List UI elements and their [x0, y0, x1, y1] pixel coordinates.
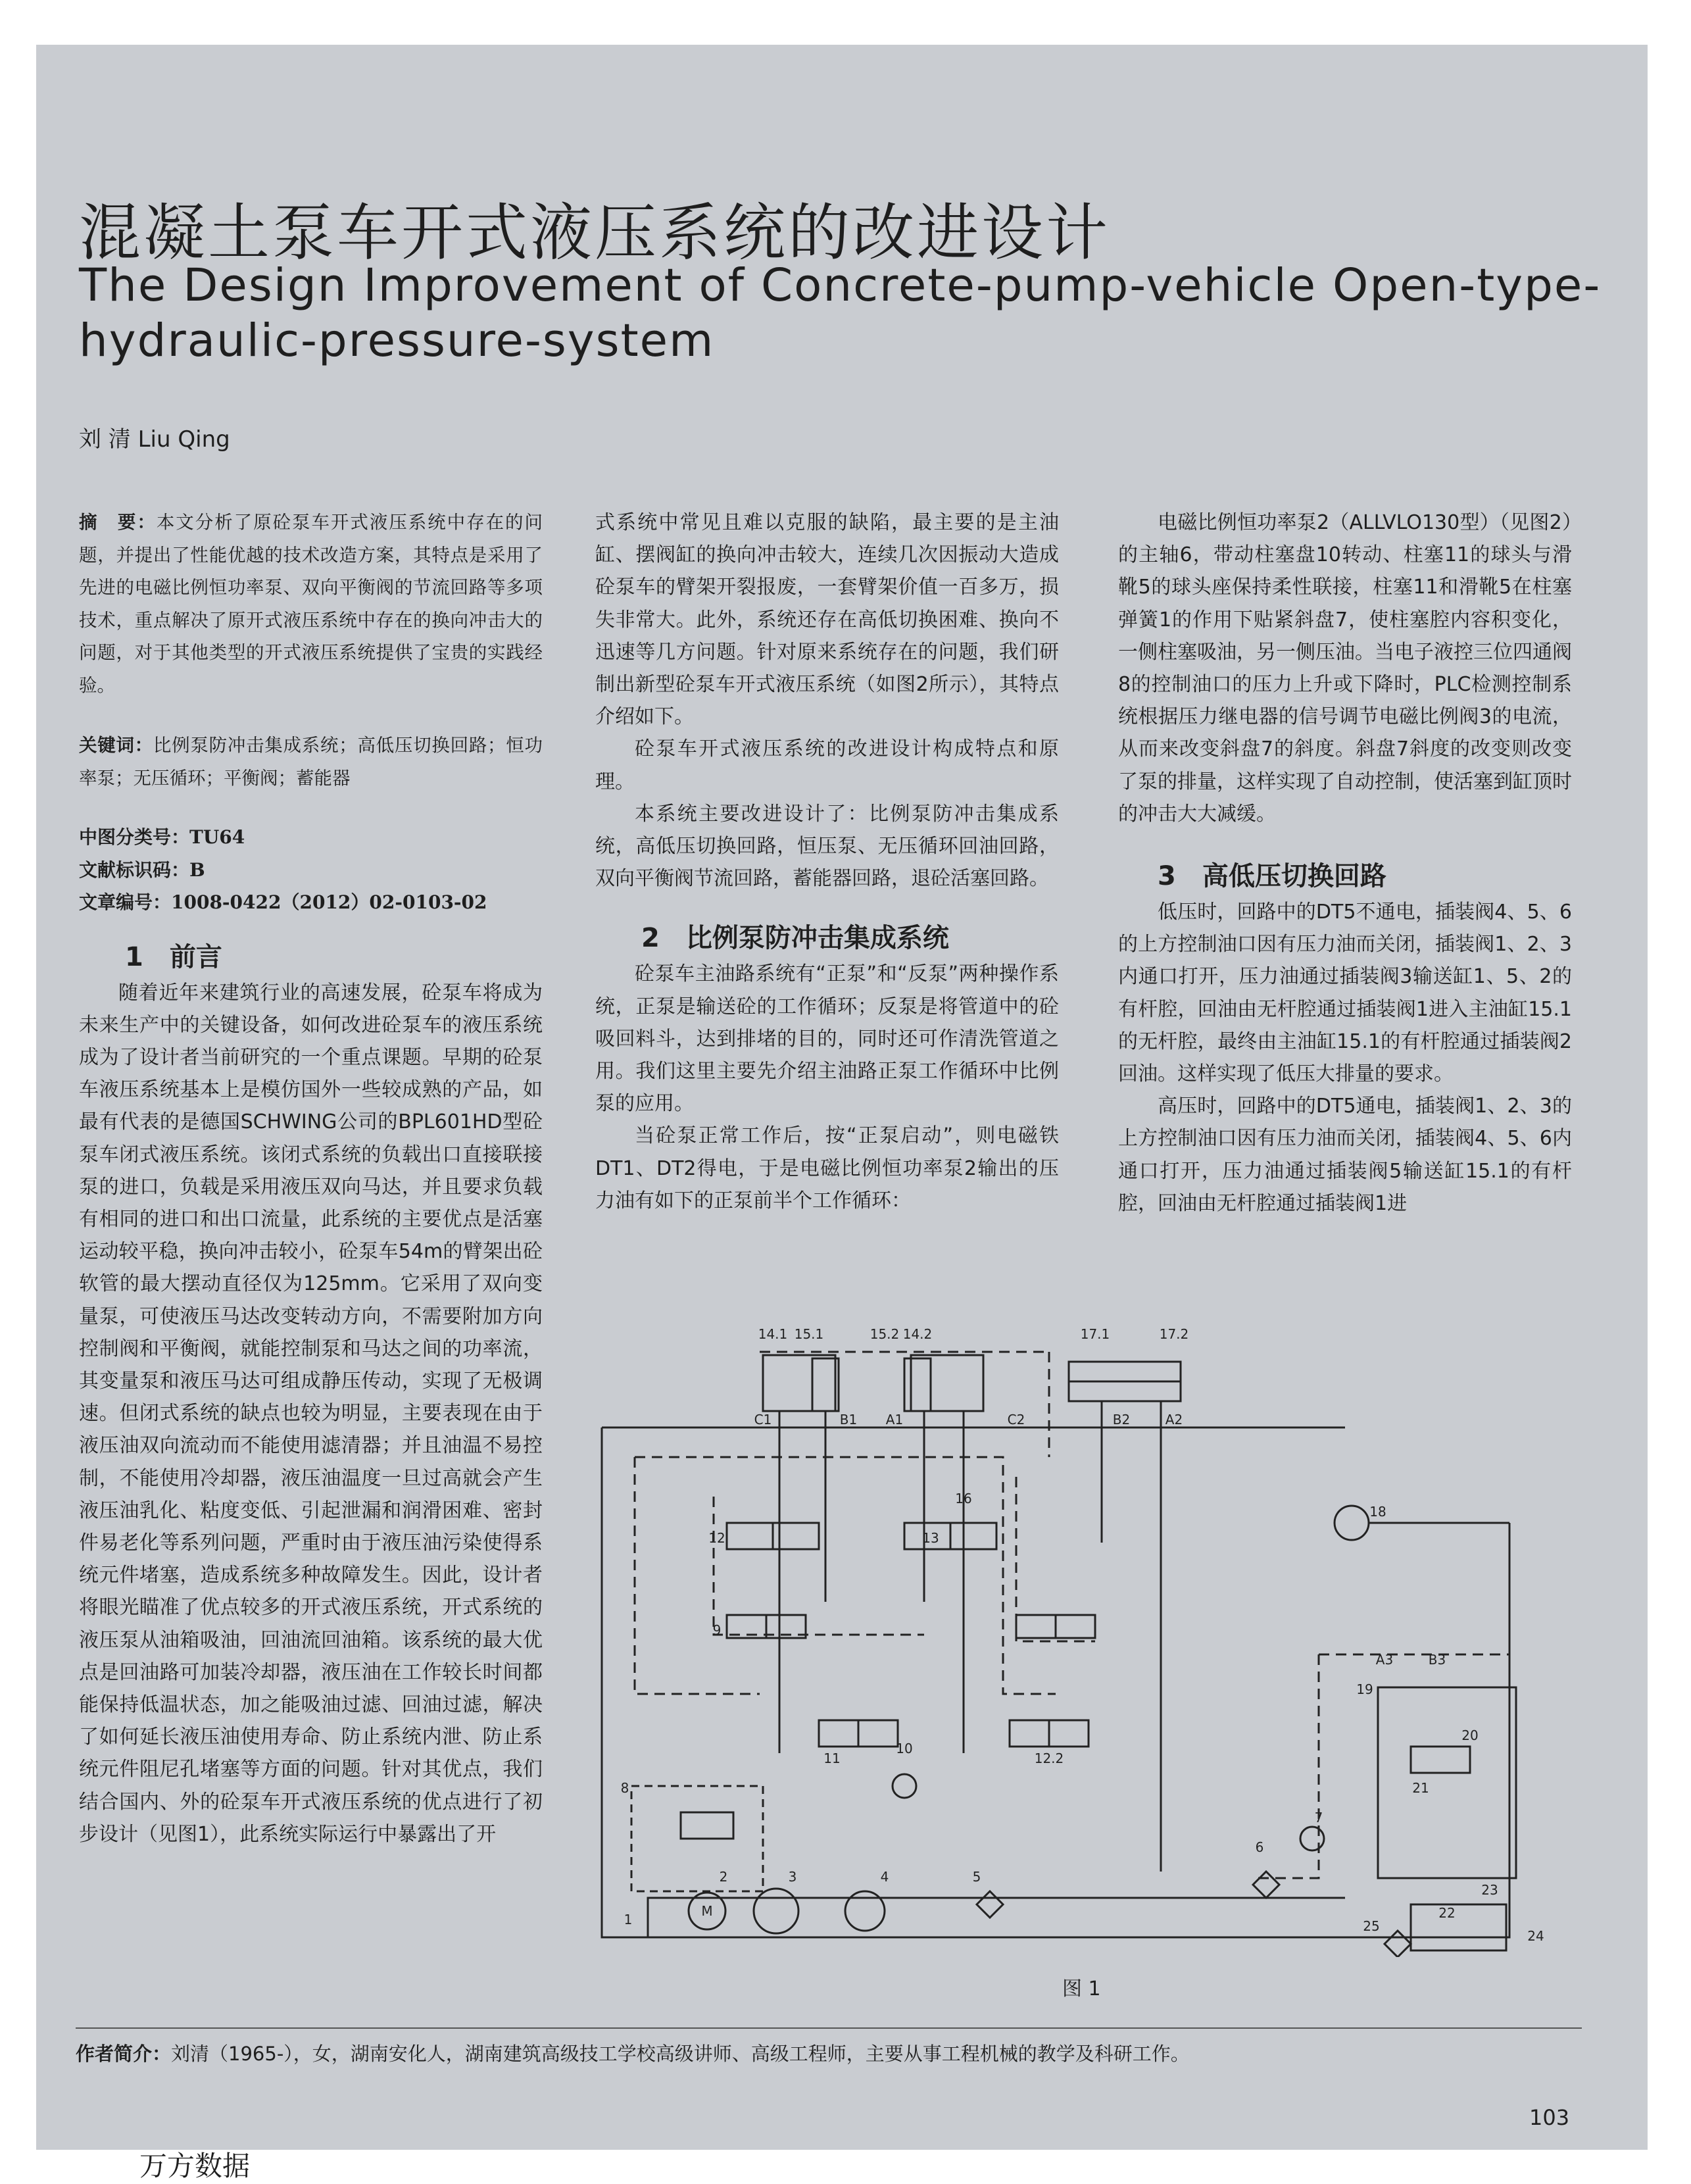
wanfang-watermark: 万方数据	[139, 2150, 251, 2182]
svg-text:9: 9	[712, 1622, 722, 1638]
svg-text:M: M	[701, 1903, 713, 1919]
column-1	[79, 507, 543, 1850]
svg-text:15.1: 15.1	[794, 1326, 824, 1342]
abstract-label: 摘 要：	[79, 512, 157, 533]
classification-block	[79, 821, 543, 919]
abstract-text: 本文分析了原砼泵车开式液压系统中存在的问题，并提出了性能优越的技术改造方案，其特点是采用了先进的电磁比例恒功率泵、双向平衡阀的节流回路等多项技术，重点解决了原开式液压系统中存在的换向冲击大的问题，对于其他类型的开式液压系统提供了宝贵的实践经验。	[79, 512, 543, 696]
svg-text:12: 12	[708, 1530, 725, 1546]
svg-text:14.2: 14.2	[902, 1326, 933, 1342]
author: 刘 清 Liu Qing	[79, 426, 230, 453]
svg-text:A2: A2	[1165, 1412, 1183, 1427]
svg-text:C1: C1	[754, 1412, 772, 1427]
figure-caption: 图 1	[1062, 1977, 1101, 2000]
author-bio-footnote	[76, 2039, 1190, 2066]
page-number: 103	[1529, 2105, 1570, 2130]
section-2-paragraph-1: 砼泵车主油路系统有“正泵”和“反泵”两种操作系统，正泵是输送砼的工作循环；反泵是将管道中的砼吸回料斗，达到排堵的目的，同时还可作清洗管道之用。我们这里主要先介绍主油路正泵工作循环中比例泵的应用。	[595, 962, 1059, 1116]
clc-number: 中图分类号：TU64	[79, 826, 245, 848]
svg-text:A3: A3	[1375, 1652, 1394, 1668]
column-3	[1118, 507, 1572, 1220]
section-3-heading: 3 高低压切换回路	[1158, 861, 1386, 892]
hydraulic-schematic-figure	[595, 1326, 1582, 1957]
svg-text:24: 24	[1527, 1928, 1544, 1944]
section-2-heading: 2 比例泵防冲击集成系统	[641, 923, 949, 954]
keywords-label: 关键词：	[79, 735, 153, 756]
section-3-paragraph-2: 高压时，回路中的DT5通电，插装阀1、2、3的上方控制油口因有压力油而关闭，插装阀4、5、6内通口打开，压力油通过插装阀5输送缸15.1的有杆腔，回油由无杆腔通过插装阀1进	[1118, 1095, 1572, 1215]
svg-text:20: 20	[1461, 1727, 1479, 1743]
col2-paragraph-1: 式系统中常见且难以克服的缺陷，最主要的是主油缸、摆阀缸的换向冲击较大，连续几次因振动大造成砼泵车的臂架开裂报废，一套臂架价值一百多万，损失非常大。此外，系统还存在高低切换困难、换向不迅速等几方问题。针对原来系统存在的问题，我们研制出新型砼泵车开式液压系统（如图2所示），其特点介绍如下。	[595, 511, 1059, 729]
svg-text:13: 13	[922, 1530, 939, 1546]
keywords	[79, 730, 543, 795]
col3-paragraph-1: 电磁比例恒功率泵2（ALLVLO130型）（见图2）的主轴6，带动柱塞盘10转动、柱塞11的球头与滑靴5的球头座保持柔性联接，柱塞11和滑靴5在柱塞弹簧1的作用下贴紧斜盘7，使柱塞腔内容积变化，一侧柱塞吸油，另一侧压油。当电子液控三位四通阀8的控制油口的压力上升或下降时，PLC检测控制系统根据压力继电器的信号调节电磁比例阀3的电流，从而来改变斜盘7的斜度。斜盘7斜度的改变则改变了泵的排量，这样实现了自动控制，使活塞到缸顶时的冲击大大减缓。	[1118, 511, 1572, 826]
column-2	[595, 507, 1059, 1217]
svg-text:5: 5	[972, 1869, 981, 1885]
svg-text:A1: A1	[885, 1412, 904, 1427]
title-chinese: 混凝土泵车开式液压系统的改进设计	[79, 197, 1111, 269]
svg-text:17.1: 17.1	[1080, 1326, 1110, 1342]
keywords-text: 比例泵防冲击集成系统；高低压切换回路；恒功率泵；无压循环；平衡阀；蓄能器	[79, 735, 543, 789]
title-english: The Design Improvement of Concrete-pump-vehicle Open-type-hydraulic-pressure-system	[79, 259, 1602, 367]
col2-paragraph-3: 本系统主要改进设计了：比例泵防冲击集成系统，高低压切换回路，恒压泵、无压循环回油回路，双向平衡阀节流回路，蓄能器回路，退砼活塞回路。	[595, 802, 1059, 891]
section-1-text: 随着近年来建筑行业的高速发展，砼泵车将成为未来生产中的关键设备，如何改进砼泵车的液压系统成为了设计者当前研究的一个重点课题。早期的砼泵车液压系统基本上是模仿国外一些较成熟的产品，如最有代表的是德国SCHWING公司的BPL601HD型砼泵车闭式液压系统。该闭式系统的负载出口直接联接泵的进口，负载是采用液压双向马达，并且要求负载有相同的进口和出口流量，此系统的主要优点是活塞运动较平稳，换向冲击较小，砼泵车54m的臂架出砼软管的最大摆动直径仅为125mm。它采用了双向变量泵，可使液压马达改变转动方向，不需要附加方向控制阀和平衡阀，就能控制泵和马达之间的功率流，其变量泵和液压马达可组成静压传动，实现了无极调速。但闭式系统的缺点也较为明显，主要表现在由于液压油双向流动而不能使用滤清器；并且油温不易控制，不能使用冷却器，液压油温度一旦过高就会产生液压油乳化、粘度变低、引起泄漏和润滑困难、密封件易老化等系列问题，严重时由于液压油污染使得系统元件堵塞，造成系统多种故障发生。因此，设计者将眼光瞄准了优点较多的开式液压系统，开式系统的液压泵从油箱吸油，回油流回油箱。该系统的最大优点是回油路可加装冷却器，液压油在工作较长时间都能保持低温状态，加之能吸油过滤、回油过滤，解决了如何延长液压油使用寿命、防止系统内泄、防止系统元件阻尼孔堵塞等方面的问题。针对其优点，我们结合国内、外的砼泵车开式液压系统的优点进行了初步设计（见图1），此系统实际运行中暴露出了开	[79, 981, 543, 1846]
svg-text:B3: B3	[1428, 1652, 1446, 1668]
svg-text:14.1: 14.1	[758, 1326, 788, 1342]
footnote-divider	[76, 2027, 1582, 2029]
svg-text:C2: C2	[1007, 1412, 1025, 1427]
svg-text:3: 3	[788, 1869, 797, 1885]
document-code: 文献标识码：B	[79, 858, 205, 881]
footnote-text: 刘清（1965-），女，湖南安化人，湖南建筑高级技工学校高级讲师、高级工程师，主要从事工程机械的教学及科研工作。	[171, 2043, 1190, 2065]
svg-text:11: 11	[823, 1750, 841, 1766]
svg-text:18: 18	[1369, 1504, 1386, 1520]
article-number: 文章编号：1008-0422（2012）02-0103-02	[79, 891, 487, 913]
footnote-label: 作者简介：	[76, 2043, 172, 2065]
svg-text:23: 23	[1481, 1882, 1498, 1898]
svg-text:12.2: 12.2	[1034, 1750, 1064, 1766]
svg-text:22: 22	[1438, 1905, 1456, 1921]
svg-text:2: 2	[719, 1869, 728, 1885]
section-1-heading: 1 前言	[125, 941, 222, 972]
col2-paragraph-2: 砼泵车开式液压系统的改进设计构成特点和原理。	[595, 737, 1059, 793]
svg-text:B2: B2	[1112, 1412, 1131, 1427]
svg-text:7: 7	[1314, 1810, 1323, 1825]
svg-text:16: 16	[955, 1491, 972, 1506]
abstract	[79, 507, 543, 702]
svg-text:19: 19	[1356, 1681, 1373, 1697]
svg-text:25: 25	[1363, 1918, 1380, 1934]
svg-text:15.2: 15.2	[870, 1326, 900, 1342]
svg-text:10: 10	[896, 1741, 913, 1756]
svg-text:8: 8	[620, 1780, 629, 1796]
svg-text:21: 21	[1412, 1780, 1429, 1796]
svg-text:6: 6	[1255, 1839, 1264, 1855]
svg-text:1: 1	[624, 1912, 633, 1927]
svg-text:4: 4	[880, 1869, 889, 1885]
section-2-paragraph-2: 当砼泵正常工作后，按“正泵启动”，则电磁铁DT1、DT2得电，于是电磁比例恒功率泵2输出的压力油有如下的正泵前半个工作循环：	[595, 1124, 1059, 1212]
svg-text:17.2: 17.2	[1159, 1326, 1189, 1342]
svg-text:B1: B1	[839, 1412, 858, 1427]
section-3-paragraph-1: 低压时，回路中的DT5不通电，插装阀4、5、6的上方控制油口因有压力油而关闭，插装阀1、2、3内通口打开，压力油通过插装阀3输送缸1、5、2的有杆腔，回油由无杆腔通过插装阀1进入主油缸15.1的无杆腔，最终由主油缸15.1的有杆腔通过插装阀2回油。这样实现了低压大排量的要求。	[1118, 901, 1572, 1086]
